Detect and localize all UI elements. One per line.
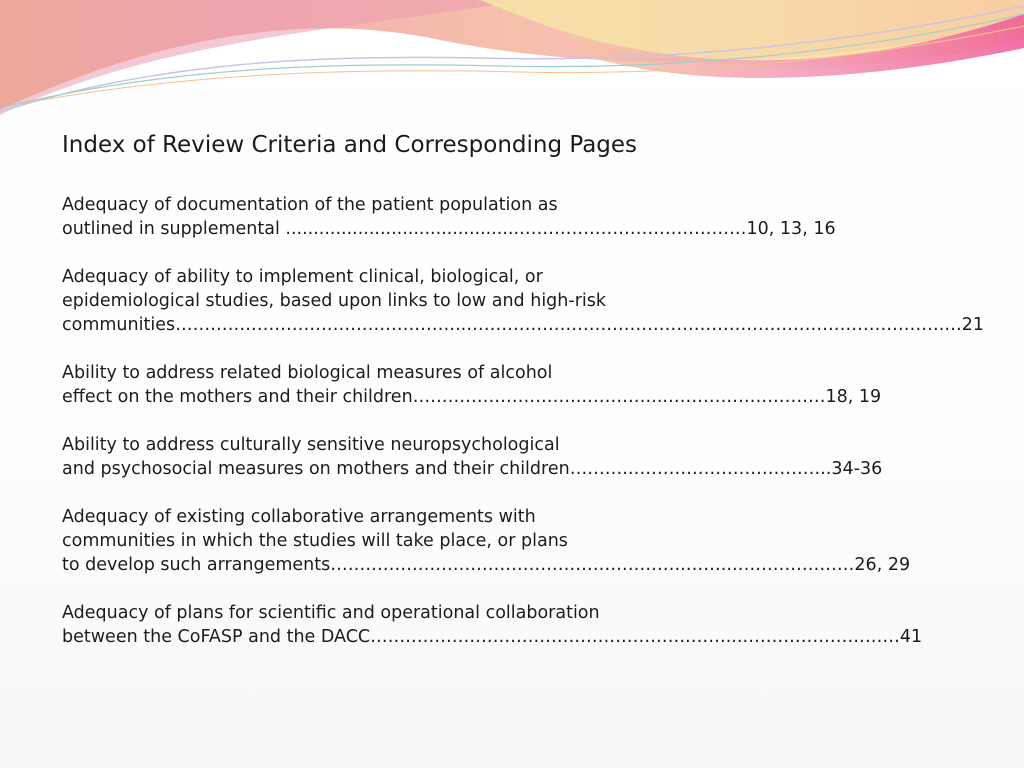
criteria-entry [62, 601, 962, 649]
decorative-header-wave [0, 0, 1024, 130]
criteria-entry [62, 505, 962, 577]
slide-title: Index of Review Criteria and Corresponding Pages [62, 132, 638, 158]
entry-line-with-pages: communities…………………………………………..……………………………………………………………………….…21 [62, 315, 985, 335]
criteria-index-list [62, 193, 985, 673]
criteria-entry [62, 193, 962, 241]
entry-line: communities in which the studies will take place, or plans [62, 531, 568, 551]
criteria-entry [62, 433, 962, 481]
entry-line: Ability to address culturally sensitive neuropsychological [62, 435, 560, 455]
entry-line-with-pages: between the CoFASP and the DACC……………………………………………….……...………………………41 [62, 627, 923, 647]
entry-line: Adequacy of existing collaborative arrangements with [62, 507, 536, 527]
entry-line: Ability to address related biological measures of alcohol [62, 363, 553, 383]
entry-line: Adequacy of plans for scientific and operational collaboration [62, 603, 600, 623]
entry-line: Adequacy of ability to implement clinical, biological, or [62, 267, 543, 287]
entry-line-with-pages: effect on the mothers and their children………………………..…………...………………………18, 19 [62, 387, 882, 407]
criteria-entry [62, 265, 985, 337]
entry-line-with-pages: outlined in supplemental ..........................................…………………………………10, 13, 16 [62, 219, 836, 239]
entry-line-with-pages: and psychosocial measures on mothers and their children……….……………………………..34-36 [62, 459, 883, 479]
entry-line-with-pages: to develop such arrangements…………………………………………………….……..…………………26, 29 [62, 555, 911, 575]
entry-line: epidemiological studies, based upon links to low and high-risk [62, 291, 607, 311]
criteria-entry [62, 361, 962, 409]
entry-line: Adequacy of documentation of the patient population as [62, 195, 558, 215]
